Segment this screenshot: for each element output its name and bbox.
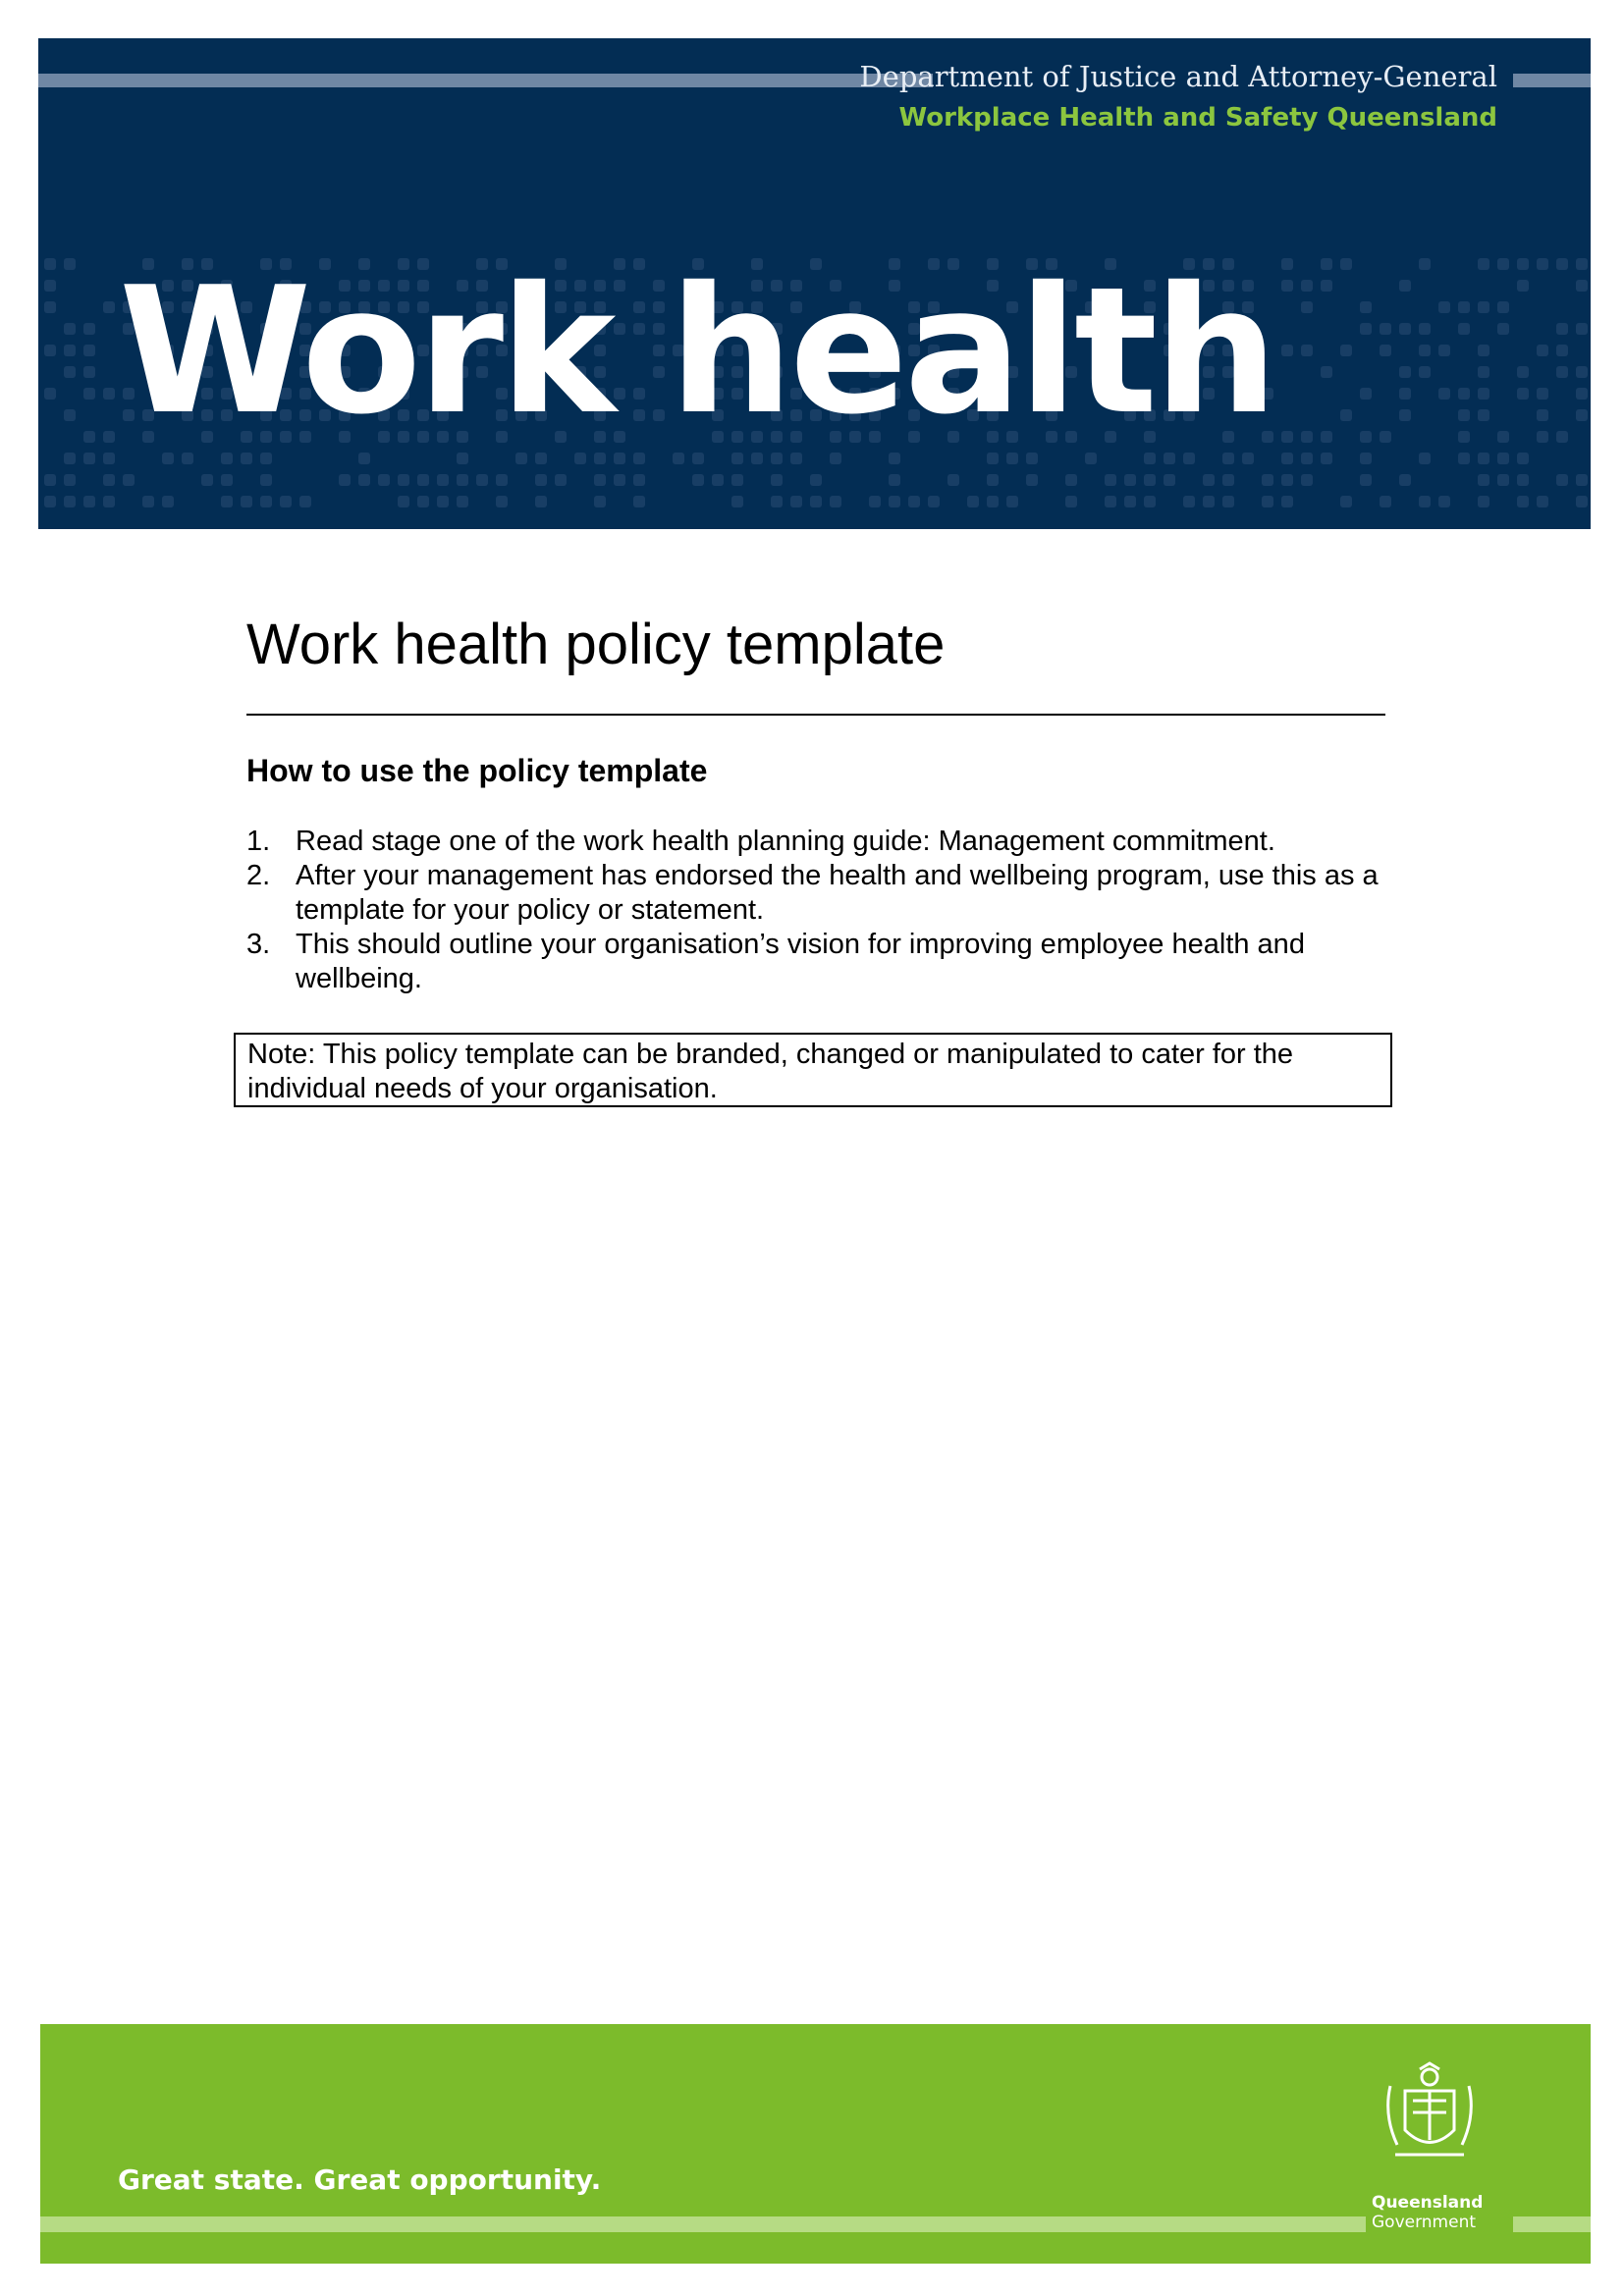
footer-stripe xyxy=(1513,2216,1591,2232)
banner-stripe xyxy=(1513,74,1591,87)
banner-stripe xyxy=(38,74,933,87)
step-number: 2. xyxy=(246,859,271,891)
step-text: After your management has endorsed the health and wellbeing program, use this as a template for your policy or statement. xyxy=(296,859,1379,926)
section-heading: How to use the policy template xyxy=(246,752,708,788)
footer-banner xyxy=(40,2024,1591,2264)
footer-slogan: Great state. Great opportunity. xyxy=(118,2163,602,2196)
list-item xyxy=(246,928,1385,996)
logo-subtitle: Government xyxy=(1372,2213,1477,2232)
logo-name: Queensland xyxy=(1372,2193,1484,2213)
step-text: Read stage one of the work health planning guide: Management commitment. xyxy=(296,825,1275,857)
step-number: 1. xyxy=(246,825,271,857)
page-title: Work health policy template xyxy=(246,613,946,676)
division-name: Workplace Health and Safety Queensland xyxy=(898,103,1497,133)
footer-stripe xyxy=(40,2216,1366,2232)
step-text: This should outline your organisation’s vision for improving employee health and wellbeing. xyxy=(296,928,1305,994)
document-body xyxy=(246,601,1385,996)
coat-of-arms-icon xyxy=(1376,2061,1484,2179)
header-banner xyxy=(38,38,1591,529)
list-item xyxy=(246,859,1385,928)
banner-title: Work health xyxy=(119,249,1274,453)
steps-list xyxy=(246,825,1385,996)
step-number: 3. xyxy=(246,928,271,960)
department-name: Department of Justice and Attorney-General xyxy=(859,60,1497,93)
title-divider xyxy=(246,714,1385,716)
list-item xyxy=(246,825,1385,859)
note-box: Note: This policy template can be branded, changed or manipulated to cater for the individual needs of your organisation. xyxy=(234,1033,1392,1107)
